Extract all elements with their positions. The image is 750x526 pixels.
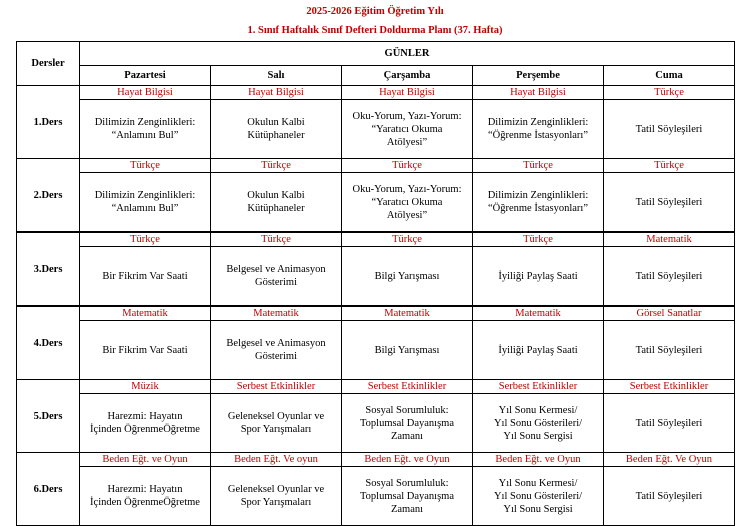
document-title: 2025-2026 Eğitim Öğretim Yılı xyxy=(306,6,444,17)
document-subtitle: 1. Sınıf Haftalık Sınıf Defteri Doldurma Planı (37. Hafta) xyxy=(247,25,503,36)
subject-label-thursday: Türkçe xyxy=(473,159,604,173)
activity-text-line: Atölyesi” xyxy=(386,209,428,221)
activity-text-line: Kütüphaneler xyxy=(247,130,305,141)
activity-text-line: Dilimizin Zenginlikleri: xyxy=(94,190,196,201)
activity-text-line: Harezmi: Hayatın xyxy=(107,484,183,495)
lesson-label: 5.Ders xyxy=(17,380,80,453)
activity-text-line: “Yaratıcı Okuma xyxy=(371,123,443,135)
activity-cell-tuesday xyxy=(211,467,342,526)
subject-label-wednesday: Serbest Etkinlikler xyxy=(342,380,473,394)
activity-text-line: Yıl Sonu Sergisi xyxy=(503,430,573,442)
activity-text-line: Tatil Söyleşileri xyxy=(635,196,703,208)
activity-text-line: Yıl Sonu Sergisi xyxy=(503,503,573,515)
lesson-activity-row xyxy=(17,247,735,307)
subject-label-thursday: Türkçe xyxy=(473,232,604,247)
lesson-label: 6.Ders xyxy=(17,453,80,526)
lesson-label: 1.Ders xyxy=(17,86,80,159)
activity-text-line: Tatil Söyleşileri xyxy=(635,344,703,356)
activity-text-line: Yıl Sonu Gösterileri/ xyxy=(493,417,583,429)
activity-text-line: Belgesel ve Animasyon xyxy=(226,338,326,349)
activity-text-line: Belgesel ve Animasyon xyxy=(226,264,326,275)
lesson-activity-row xyxy=(17,321,735,380)
subject-label-wednesday: Hayat Bilgisi xyxy=(342,86,473,100)
activity-text-line: İçinden ÖğrenmeÖğretme xyxy=(90,424,200,435)
activity-text-line: Yıl Sonu Kermesi/ xyxy=(498,477,578,489)
day-header-friday: Cuma xyxy=(604,66,735,86)
activity-cell-wednesday xyxy=(342,467,473,526)
lesson-subject-row xyxy=(17,86,735,100)
activity-text-line: “Öğrenme İstasyonları” xyxy=(487,130,588,141)
activity-text-line: Geleneksel Oyunlar ve xyxy=(227,411,325,422)
subject-label-friday: Matematik xyxy=(604,232,735,247)
activity-text-line: Dilimizin Zenginlikleri: xyxy=(487,190,589,201)
activity-text-line: Bilgi Yarışması xyxy=(374,344,440,356)
activity-text-line: Tatil Söyleşileri xyxy=(635,270,703,282)
lesson-label: 3.Ders xyxy=(17,232,80,306)
gunler-header: GÜNLER xyxy=(80,42,735,66)
lesson-subject-row xyxy=(17,453,735,467)
activity-cell-tuesday xyxy=(211,321,342,380)
activity-text-line: Sosyal Sorumluluk: xyxy=(365,404,449,416)
activity-text-line: Yıl Sonu Gösterileri/ xyxy=(493,490,583,502)
activity-text-line: Gösterimi xyxy=(255,277,297,288)
activity-text-line: “Yaratıcı Okuma xyxy=(371,196,443,208)
subject-label-wednesday: Türkçe xyxy=(342,232,473,247)
subject-label-monday: Matematik xyxy=(80,306,211,321)
activity-cell-wednesday xyxy=(342,100,473,159)
lesson-label: 2.Ders xyxy=(17,159,80,233)
activity-text-line: Zamanı xyxy=(390,503,424,515)
lesson-subject-row xyxy=(17,306,735,321)
activity-cell-friday xyxy=(604,467,735,526)
subject-label-friday: Beden Eğt. Ve Oyun xyxy=(604,453,735,467)
activity-text-line: Kütüphaneler xyxy=(247,203,305,214)
activity-text-line: Bir Fikrim Var Saati xyxy=(102,270,188,282)
day-header-monday: Pazartesi xyxy=(80,66,211,86)
subject-label-monday: Müzik xyxy=(80,380,211,394)
subject-label-thursday: Hayat Bilgisi xyxy=(473,86,604,100)
subject-label-friday: Serbest Etkinlikler xyxy=(604,380,735,394)
activity-cell-monday xyxy=(80,467,211,526)
activity-cell-tuesday xyxy=(211,100,342,159)
activity-text-line: Yıl Sonu Kermesi/ xyxy=(498,404,578,416)
lesson-subject-row xyxy=(17,159,735,173)
subject-label-tuesday: Hayat Bilgisi xyxy=(211,86,342,100)
activity-text-line: Zamanı xyxy=(390,430,424,442)
activity-cell-tuesday xyxy=(211,394,342,453)
activity-cell-wednesday xyxy=(342,394,473,453)
activity-text-line: Gösterimi xyxy=(255,351,297,362)
lesson-activity-row xyxy=(17,100,735,159)
lesson-label: 4.Ders xyxy=(17,306,80,380)
activity-text-line: Geleneksel Oyunlar ve xyxy=(227,484,325,495)
lesson-activity-row xyxy=(17,467,735,526)
activity-text-line: Okulun Kalbi xyxy=(247,190,305,201)
subject-label-friday: Görsel Sanatlar xyxy=(604,306,735,321)
activity-text-line: Oku-Yorum, Yazı-Yorum: xyxy=(352,110,462,122)
activity-text-line: Dilimizin Zenginlikleri: xyxy=(487,117,589,128)
subject-label-tuesday: Beden Eğt. Ve oyun xyxy=(211,453,342,467)
activity-text-line: Spor Yarışmaları xyxy=(240,424,312,435)
activity-cell-monday xyxy=(80,173,211,233)
activity-cell-tuesday xyxy=(211,247,342,307)
activity-text-line: İçinden ÖğrenmeÖğretme xyxy=(90,497,200,508)
subject-label-thursday: Beden Eğt. ve Oyun xyxy=(473,453,604,467)
activity-cell-thursday xyxy=(473,321,604,380)
activity-text-line: Dilimizin Zenginlikleri: xyxy=(94,117,196,128)
lesson-activity-row xyxy=(17,173,735,233)
subject-label-wednesday: Beden Eğt. ve Oyun xyxy=(342,453,473,467)
day-header-tuesday: Salı xyxy=(211,66,342,86)
activity-text-line: “Anlamını Bul” xyxy=(111,203,179,214)
subject-label-wednesday: Türkçe xyxy=(342,159,473,173)
subject-label-tuesday: Serbest Etkinlikler xyxy=(211,380,342,394)
activity-cell-tuesday xyxy=(211,173,342,233)
subject-label-monday: Hayat Bilgisi xyxy=(80,86,211,100)
subject-label-monday: Türkçe xyxy=(80,232,211,247)
activity-cell-wednesday xyxy=(342,321,473,380)
subject-label-tuesday: Matematik xyxy=(211,306,342,321)
activity-cell-thursday xyxy=(473,467,604,526)
subject-label-wednesday: Matematik xyxy=(342,306,473,321)
day-header-row xyxy=(17,66,735,86)
activity-cell-friday xyxy=(604,321,735,380)
activity-text-line: Spor Yarışmaları xyxy=(240,497,312,508)
activity-text-line: “Anlamını Bul” xyxy=(111,130,179,141)
activity-text-line: Harezmi: Hayatın xyxy=(107,411,183,422)
day-header-thursday: Perşembe xyxy=(473,66,604,86)
activity-cell-wednesday xyxy=(342,247,473,307)
activity-cell-thursday xyxy=(473,173,604,233)
subject-label-thursday: Matematik xyxy=(473,306,604,321)
subject-label-monday: Türkçe xyxy=(80,159,211,173)
activity-text-line: Oku-Yorum, Yazı-Yorum: xyxy=(352,183,462,195)
lesson-activity-row xyxy=(17,394,735,453)
activity-text-line: Tatil Söyleşileri xyxy=(635,490,703,502)
activity-text-line: Atölyesi” xyxy=(386,136,428,148)
subject-label-friday: Türkçe xyxy=(604,86,735,100)
activity-cell-friday xyxy=(604,100,735,159)
activity-cell-thursday xyxy=(473,100,604,159)
activity-cell-friday xyxy=(604,173,735,233)
activity-text-line: Sosyal Sorumluluk: xyxy=(365,477,449,489)
activity-cell-monday xyxy=(80,321,211,380)
activity-text-line: Tatil Söyleşileri xyxy=(635,417,703,429)
activity-text-line: Okulun Kalbi xyxy=(247,117,305,128)
activity-cell-monday xyxy=(80,100,211,159)
activity-cell-friday xyxy=(604,247,735,307)
activity-text-line: Toplumsal Dayanışma xyxy=(359,417,455,429)
lesson-subject-row xyxy=(17,380,735,394)
subject-label-thursday: Serbest Etkinlikler xyxy=(473,380,604,394)
activity-cell-monday xyxy=(80,247,211,307)
activity-text-line: “Öğrenme İstasyonları” xyxy=(487,203,588,214)
activity-cell-thursday xyxy=(473,394,604,453)
weekly-plan-table xyxy=(16,41,735,526)
lesson-subject-row xyxy=(17,232,735,247)
activity-cell-friday xyxy=(604,394,735,453)
subject-label-monday: Beden Eğt. ve Oyun xyxy=(80,453,211,467)
activity-cell-monday xyxy=(80,394,211,453)
subject-label-friday: Türkçe xyxy=(604,159,735,173)
subject-label-tuesday: Türkçe xyxy=(211,232,342,247)
activity-text-line: Bilgi Yarışması xyxy=(374,270,440,282)
activity-text-line: Tatil Söyleşileri xyxy=(635,123,703,135)
activity-text-line: İyiliği Paylaş Saati xyxy=(498,270,578,282)
activity-text-line: Bir Fikrim Var Saati xyxy=(102,344,188,356)
activity-cell-wednesday xyxy=(342,173,473,233)
activity-text-line: İyiliği Paylaş Saati xyxy=(498,344,578,356)
dersler-header: Dersler xyxy=(17,42,80,86)
subject-label-tuesday: Türkçe xyxy=(211,159,342,173)
activity-text-line: Toplumsal Dayanışma xyxy=(359,490,455,502)
activity-cell-thursday xyxy=(473,247,604,307)
header-row xyxy=(17,42,735,66)
day-header-wednesday: Çarşamba xyxy=(342,66,473,86)
